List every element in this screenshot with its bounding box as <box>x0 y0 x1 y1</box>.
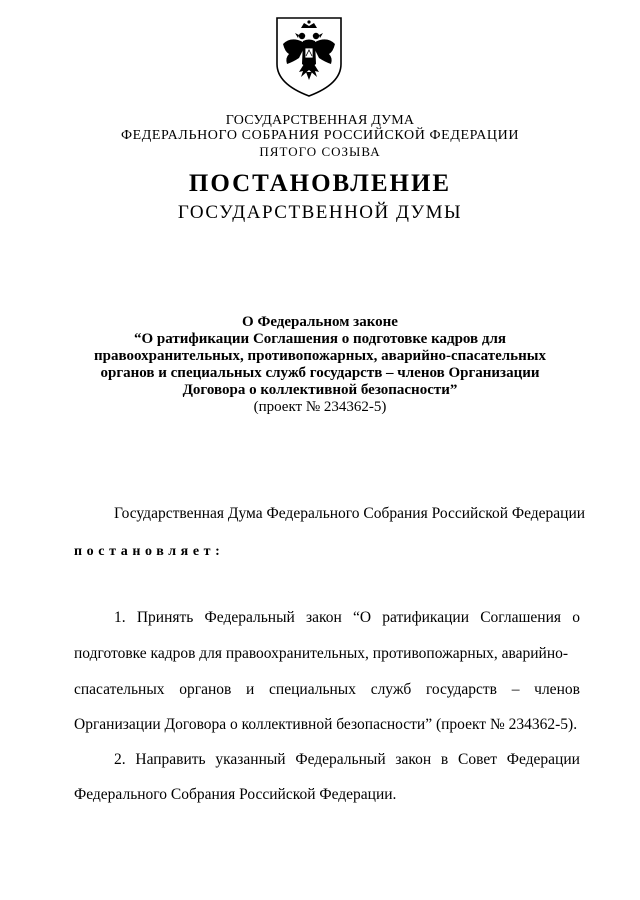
word: государств <box>425 681 497 698</box>
item-2-line-2: Федерального Собрания Российской Федерации. <box>74 786 397 803</box>
word: служб <box>370 681 412 698</box>
title-line-4: органов и специальных служб государств – членов Организации <box>100 365 540 381</box>
header-line-1: ГОСУДАРСТВЕННАЯ ДУМА <box>225 113 415 128</box>
word: 1. <box>114 609 126 626</box>
word: специальных <box>269 681 356 698</box>
item-1-line-2: подготовке кадров для правоохранительных, противопожарных, аварийно- <box>74 645 569 662</box>
item-1-line-1 <box>114 609 580 627</box>
word: закон <box>395 751 432 768</box>
word: Принять <box>136 609 194 626</box>
word: 2. <box>114 751 126 768</box>
intro-paragraph: Государственная Дума Федерального Собрания Российской Федерации <box>114 505 586 522</box>
word: органов <box>179 681 232 698</box>
word: Федеральный <box>204 609 295 626</box>
word: в <box>440 751 449 768</box>
word: спасательных <box>74 681 165 698</box>
word: и <box>246 681 255 698</box>
word: Соглашения <box>480 609 562 626</box>
document-type: ПОСТАНОВЛЕНИЕ <box>188 170 452 197</box>
header-line-3: ПЯТОГО СОЗЫВА <box>259 144 381 159</box>
item-1-line-3 <box>74 681 580 699</box>
word: Направить <box>135 751 206 768</box>
russian-coat-of-arms-icon <box>273 14 345 100</box>
word: “О <box>353 609 372 626</box>
word: Федерации <box>506 751 580 768</box>
word: Федеральный <box>295 751 386 768</box>
decides-word: постановляет: <box>74 544 225 559</box>
word: – <box>511 681 520 698</box>
title-project-number: (проект № 234362-5) <box>253 399 387 415</box>
header-line-2: ФЕДЕРАЛЬНОГО СОБРАНИЯ РОССИЙСКОЙ ФЕДЕРАЦИИ <box>120 128 520 143</box>
resolution-title <box>0 314 640 416</box>
document-issuer: ГОСУДАРСТВЕННОЙ ДУМЫ <box>177 202 463 223</box>
item-1-line-4: Организации Договора о коллективной безопасности” (проект № 234362-5). <box>74 716 578 733</box>
word: указанный <box>215 751 286 768</box>
title-line-1: О Федеральном законе <box>242 314 398 330</box>
word: членов <box>534 681 580 698</box>
title-line-2: “О ратификации Соглашения о подготовке кадров для <box>133 331 507 347</box>
title-line-3: правоохранительных, противопожарных, аварийно-спасательных <box>94 348 546 364</box>
word: ратификации <box>382 609 469 626</box>
word: Совет <box>458 751 497 768</box>
item-2-line-1 <box>114 751 580 769</box>
word: закон <box>306 609 342 626</box>
title-line-5: Договора о коллективной безопасности” <box>182 382 458 398</box>
word: о <box>572 609 580 626</box>
